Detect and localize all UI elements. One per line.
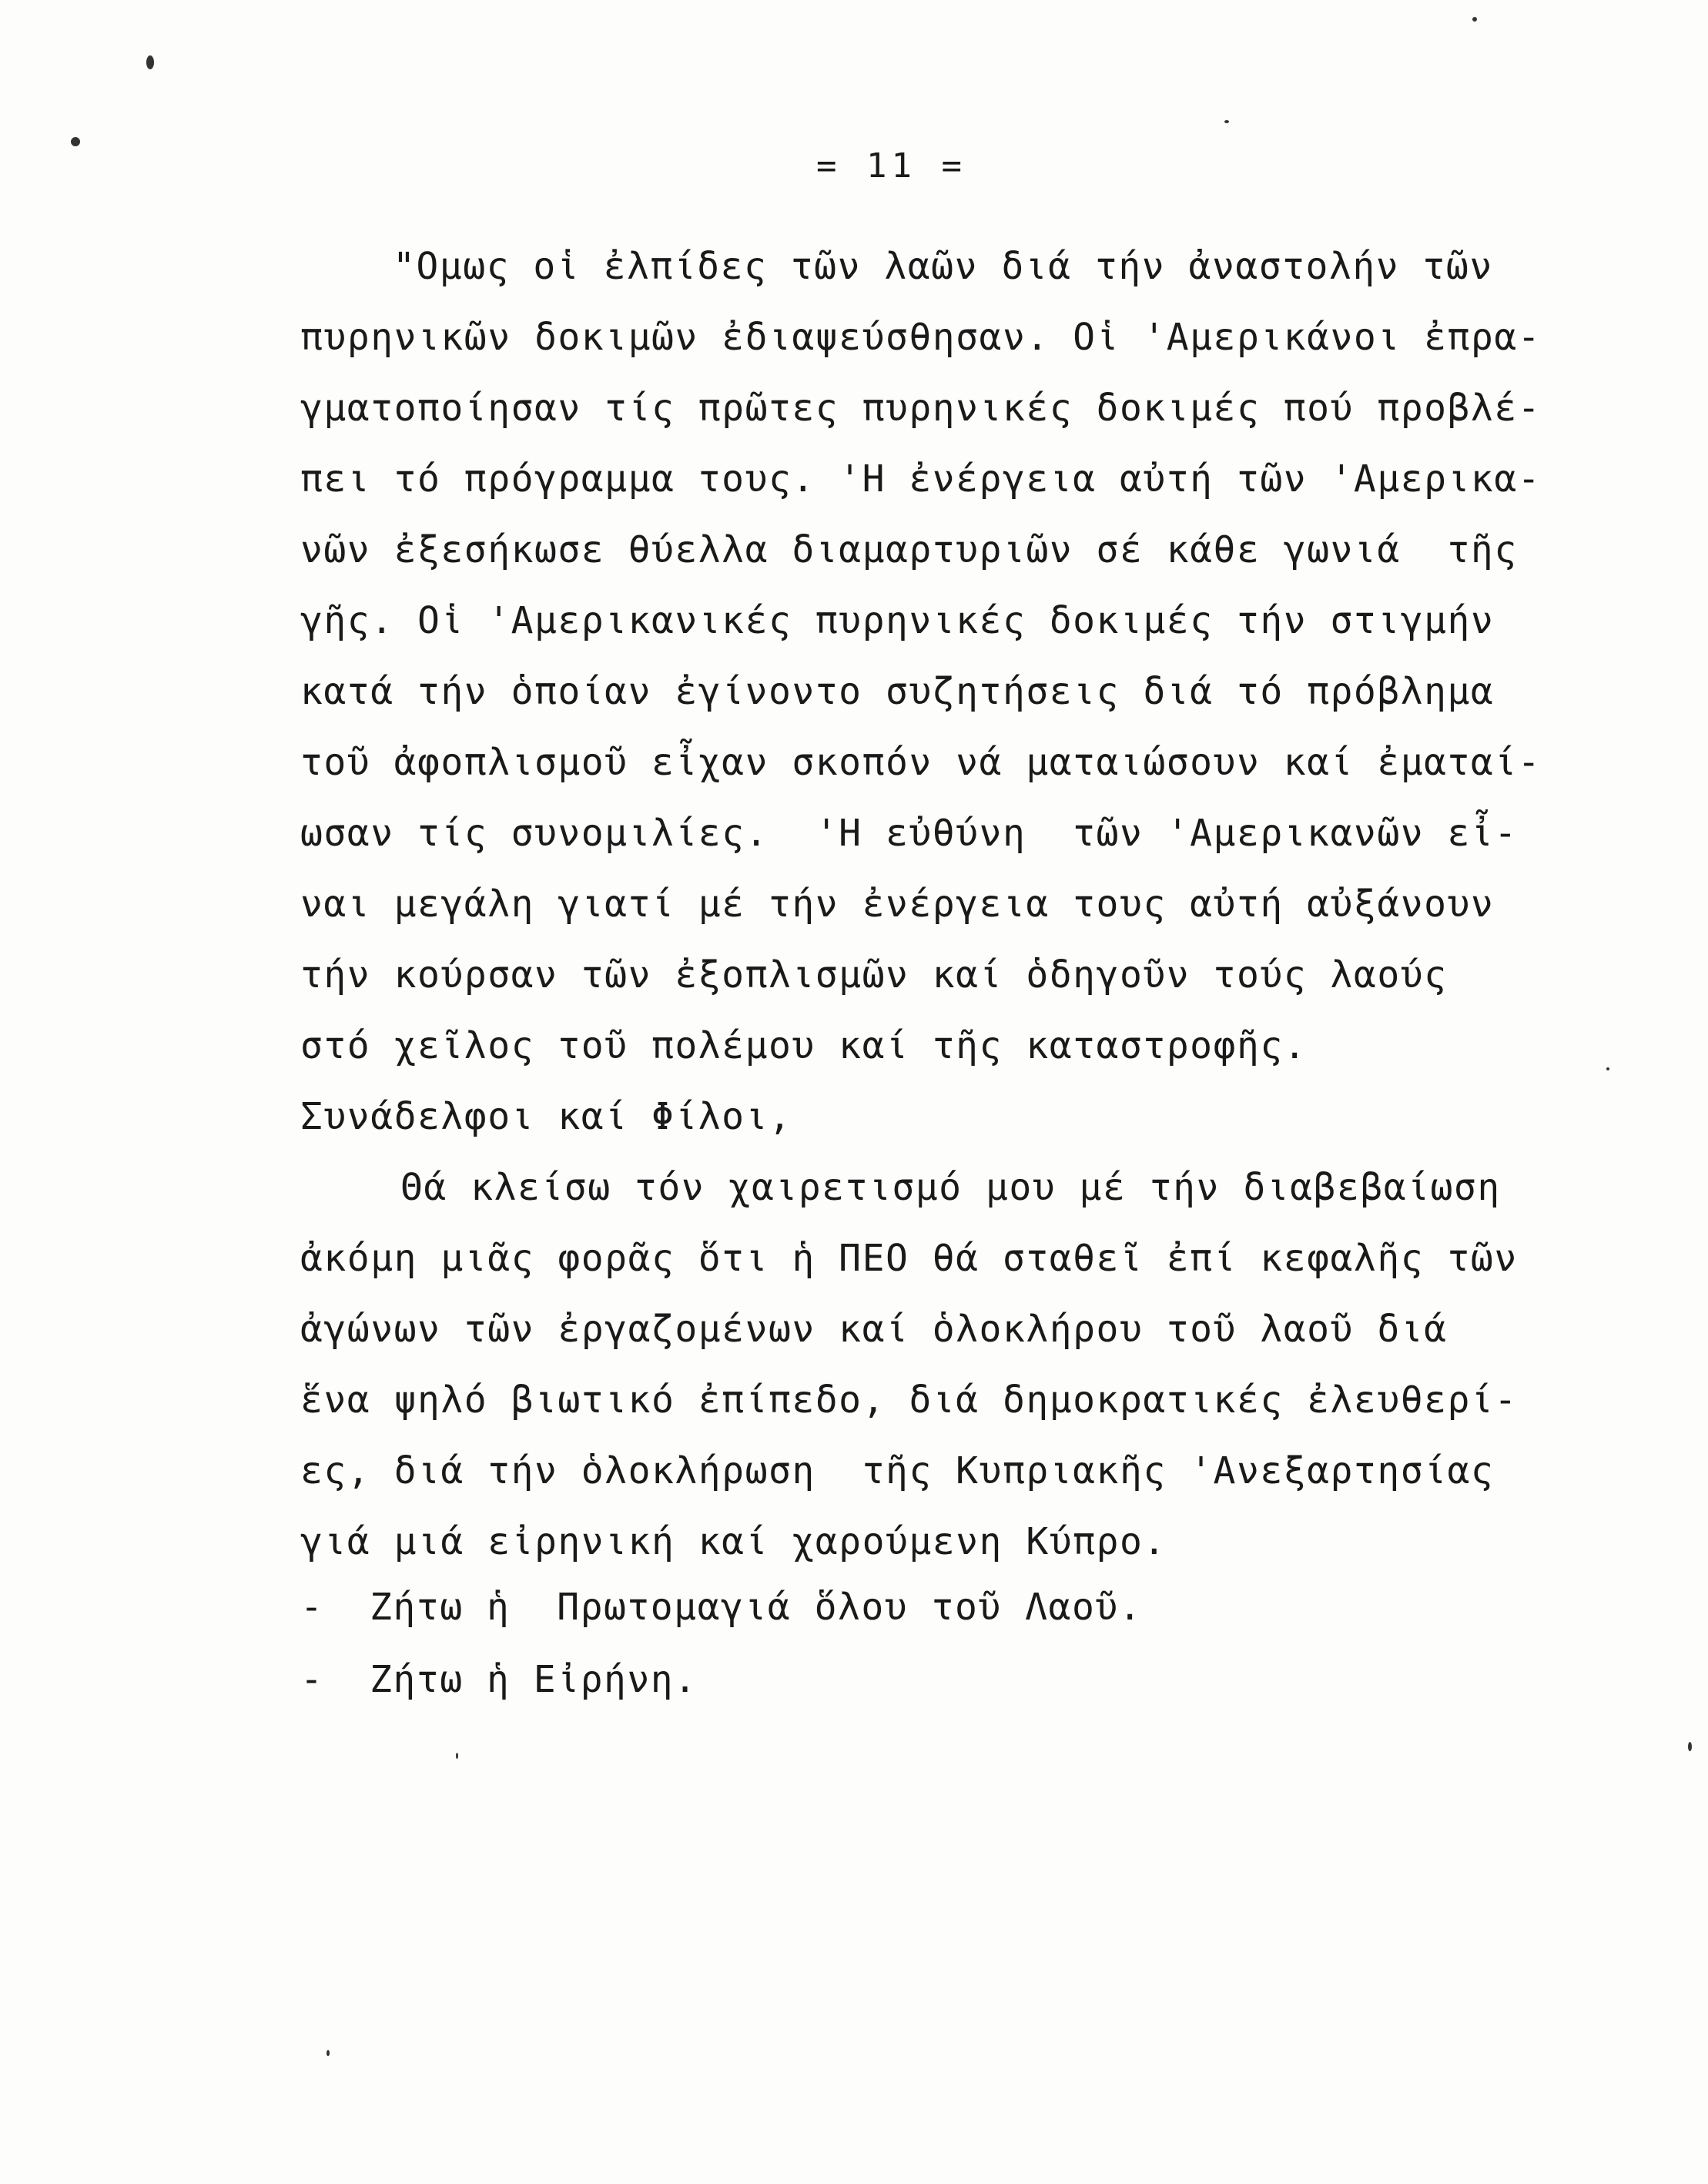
paragraph-1-line-9: ωσαν τίς συνομιλίες. 'Η εὐθύνη τῶν 'Αμερικανῶν εἶ-: [300, 812, 1518, 855]
page-number: = 11 =: [816, 146, 966, 186]
paragraph-3-line-1: Θά κλείσω τόν χαιρετισμό μου μέ τήν διαβεβαίωση: [400, 1166, 1501, 1209]
paragraph-1-line-11: τήν κούρσαν τῶν ἐξοπλισμῶν καί ὁδηγοῦν τούς λαούς: [300, 953, 1448, 997]
slogan-item: [300, 1643, 1532, 1716]
paragraph-1-line-12: στό χεῖλος τοῦ πολέμου καί τῆς καταστροφῆς.: [300, 1024, 1308, 1067]
paragraph-3-line-6: γιά μιά εἰρηνική καί χαρούμενη Κύπρο.: [300, 1520, 1167, 1563]
paragraph-1-line-1: "Ομως οἱ ἐλπίδες τῶν λαῶν διά τήν ἀναστολήν τῶν: [393, 245, 1493, 288]
scan-speck: [1472, 17, 1477, 22]
slogan-list: [300, 1571, 1532, 1716]
scan-speck: [456, 1753, 458, 1759]
paragraph-1-line-5: νῶν ἐξεσήκωσε θύελλα διαμαρτυριῶν σέ κάθε γωνιά τῆς: [300, 528, 1518, 571]
paragraph-1-line-4: πει τό πρόγραμμα τους. 'Η ἐνέργεια αὐτή τῶν 'Αμερικα-: [300, 457, 1542, 501]
paragraph-1-line-3: γματοποίησαν τίς πρῶτες πυρηνικές δοκιμές πού προβλέ-: [300, 387, 1542, 430]
paragraph-3-line-3: ἀγώνων τῶν ἐργαζομένων καί ὁλοκλήρου τοῦ λαοῦ διά: [300, 1308, 1448, 1351]
paragraph-3-line-4: ἕνα ψηλό βιωτικό ἐπίπεδο, διά δημοκρατικές ἐλευθερί-: [300, 1378, 1518, 1422]
slogan-text: Ζήτω ἡ Εἰρήνη.: [370, 1658, 698, 1701]
scan-speck: [1688, 1742, 1692, 1751]
slogan-item: [300, 1571, 1532, 1643]
paragraph-3-line-5: ες, διά τήν ὁλοκλήρωση τῆς Κυπριακῆς 'Ανεξαρτησίας: [300, 1449, 1495, 1492]
paragraph-1-line-6: γῆς. Οἱ 'Αμερικανικές πυρηνικές δοκιμές τήν στιγμήν: [300, 599, 1495, 642]
scan-speck: [71, 137, 80, 146]
salutation: Συνάδελφοι καί Φίλοι,: [300, 1095, 792, 1138]
paragraph-1-line-2: πυρηνικῶν δοκιμῶν ἐδιαψεύσθησαν. Οἱ 'Αμερικάνοι ἐπρα-: [300, 316, 1542, 359]
body-text: [300, 231, 1579, 1577]
paragraph-1-line-10: ναι μεγάλη γιατί μέ τήν ἐνέργεια τους αὐτή αὐξάνουν: [300, 883, 1495, 926]
scan-speck: [1606, 1067, 1609, 1070]
paragraph-1-line-8: τοῦ ἀφοπλισμοῦ εἶχαν σκοπόν νά ματαιώσουν καί ἐματαί-: [300, 741, 1542, 784]
slogan-text: Ζήτω ἡ Πρωτομαγιά ὅλου τοῦ Λαοῦ.: [370, 1586, 1143, 1629]
paragraph-1-line-7: κατά τήν ὁποίαν ἐγίνοντο συζητήσεις διά τό πρόβλημα: [300, 670, 1495, 713]
scan-speck: [146, 55, 154, 69]
slogan-dash: -: [300, 1586, 324, 1629]
paragraph-3-line-2: ἀκόμη μιᾶς φορᾶς ὅτι ἡ ΠΕΟ θά σταθεῖ ἐπί κεφαλῆς τῶν: [300, 1237, 1518, 1280]
slogan-dash: -: [300, 1658, 324, 1701]
scan-speck: [1224, 120, 1229, 123]
scan-speck: [327, 2050, 330, 2056]
